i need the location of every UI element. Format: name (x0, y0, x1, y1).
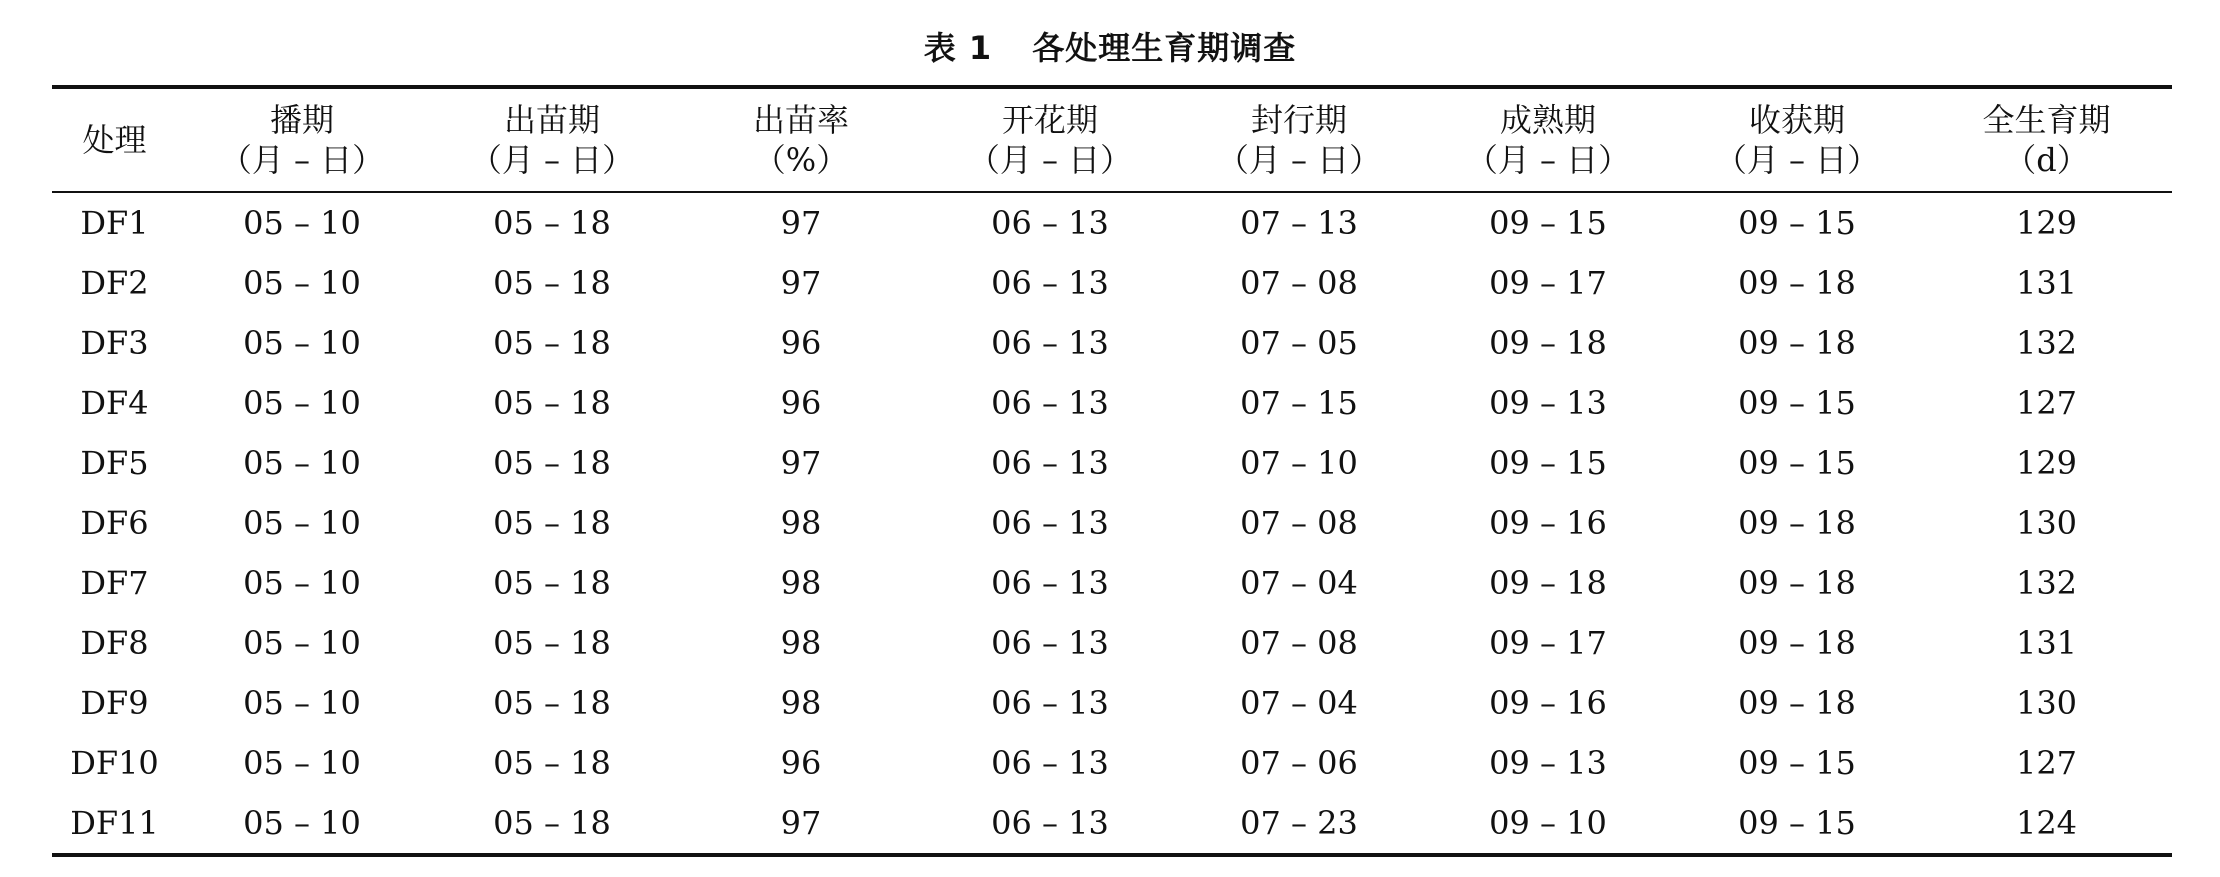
cell-emergence-rate: 96 (780, 324, 822, 362)
table-row (52, 433, 2172, 493)
cell-growth-duration: 131 (2015, 624, 2078, 662)
table-header (52, 87, 2172, 192)
cell-emergence-date: 05 – 18 (493, 264, 611, 302)
cell-growth-duration: 132 (2015, 564, 2078, 602)
header-cell-flowering-date: 开花期 （月 – 日） (967, 101, 1133, 179)
cell-treatment: DF10 (70, 744, 159, 782)
cell-canopy-closure-date: 07 – 08 (1240, 504, 1358, 542)
cell-emergence-rate: 97 (780, 444, 822, 482)
cell-maturity-date: 09 – 15 (1489, 204, 1607, 242)
cell-flowering-date: 06 – 13 (991, 564, 1109, 602)
cell-flowering-date: 06 – 13 (991, 324, 1109, 362)
cell-flowering-date: 06 – 13 (991, 264, 1109, 302)
cell-flowering-date: 06 – 13 (991, 504, 1109, 542)
cell-emergence-date: 05 – 18 (493, 444, 611, 482)
cell-flowering-date: 06 – 13 (991, 684, 1109, 722)
cell-emergence-date: 05 – 18 (493, 804, 611, 842)
cell-emergence-rate: 98 (780, 684, 822, 722)
cell-growth-duration: 130 (2015, 504, 2078, 542)
cell-growth-duration: 127 (2015, 744, 2078, 782)
header-cell-canopy-closure-date: 封行期 （月 – 日） (1216, 101, 1382, 179)
cell-treatment: DF9 (80, 684, 149, 722)
cell-canopy-closure-date: 07 – 05 (1240, 324, 1358, 362)
table-row (52, 373, 2172, 433)
cell-emergence-rate: 98 (780, 624, 822, 662)
cell-emergence-date: 05 – 18 (493, 504, 611, 542)
cell-harvest-date: 09 – 18 (1738, 684, 1856, 722)
cell-treatment: DF1 (80, 204, 149, 242)
table-body (52, 192, 2172, 855)
cell-sowing-date: 05 – 10 (243, 504, 361, 542)
cell-maturity-date: 09 – 15 (1489, 444, 1607, 482)
cell-emergence-date: 05 – 18 (493, 744, 611, 782)
cell-sowing-date: 05 – 10 (243, 324, 361, 362)
cell-maturity-date: 09 – 17 (1489, 624, 1607, 662)
cell-maturity-date: 09 – 13 (1489, 384, 1607, 422)
cell-growth-duration: 129 (2015, 444, 2078, 482)
table-row (52, 673, 2172, 733)
header-row (52, 87, 2172, 192)
table-row (52, 793, 2172, 855)
cell-treatment: DF3 (80, 324, 149, 362)
cell-flowering-date: 06 – 13 (991, 744, 1109, 782)
header-cell-treatment: 处理 (82, 121, 147, 159)
cell-maturity-date: 09 – 16 (1489, 504, 1607, 542)
cell-sowing-date: 05 – 10 (243, 684, 361, 722)
cell-growth-duration: 127 (2015, 384, 2078, 422)
cell-emergence-date: 05 – 18 (493, 564, 611, 602)
cell-harvest-date: 09 – 18 (1738, 624, 1856, 662)
cell-sowing-date: 05 – 10 (243, 804, 361, 842)
cell-canopy-closure-date: 07 – 04 (1240, 684, 1358, 722)
cell-treatment: DF7 (80, 564, 149, 602)
cell-treatment: DF4 (80, 384, 149, 422)
cell-canopy-closure-date: 07 – 06 (1240, 744, 1358, 782)
cell-harvest-date: 09 – 15 (1738, 204, 1856, 242)
table-row (52, 733, 2172, 793)
cell-growth-duration: 124 (2015, 804, 2078, 842)
cell-emergence-date: 05 – 18 (493, 324, 611, 362)
cell-growth-duration: 131 (2015, 264, 2078, 302)
cell-emergence-date: 05 – 18 (493, 204, 611, 242)
cell-maturity-date: 09 – 10 (1489, 804, 1607, 842)
cell-flowering-date: 06 – 13 (991, 624, 1109, 662)
cell-emergence-date: 05 – 18 (493, 384, 611, 422)
cell-sowing-date: 05 – 10 (243, 444, 361, 482)
header-cell-sowing-date: 播期 （月 – 日） (219, 101, 385, 179)
cell-maturity-date: 09 – 18 (1489, 324, 1607, 362)
cell-emergence-rate: 97 (780, 204, 822, 242)
table-row (52, 313, 2172, 373)
cell-sowing-date: 05 – 10 (243, 384, 361, 422)
table-row (52, 613, 2172, 673)
table-row (52, 253, 2172, 313)
cell-canopy-closure-date: 07 – 23 (1240, 804, 1358, 842)
cell-harvest-date: 09 – 18 (1738, 564, 1856, 602)
header-cell-emergence-rate: 出苗率 （%） (752, 101, 849, 179)
cell-harvest-date: 09 – 15 (1738, 744, 1856, 782)
cell-emergence-rate: 97 (780, 804, 822, 842)
table-row (52, 553, 2172, 613)
table-row (52, 493, 2172, 553)
cell-sowing-date: 05 – 10 (243, 564, 361, 602)
cell-harvest-date: 09 – 18 (1738, 264, 1856, 302)
cell-maturity-date: 09 – 13 (1489, 744, 1607, 782)
cell-maturity-date: 09 – 18 (1489, 564, 1607, 602)
growth-period-table (52, 85, 2172, 857)
cell-sowing-date: 05 – 10 (243, 264, 361, 302)
cell-sowing-date: 05 – 10 (243, 204, 361, 242)
table-row (52, 192, 2172, 253)
cell-treatment: DF8 (80, 624, 149, 662)
table-number: 表 1 (923, 29, 993, 67)
cell-canopy-closure-date: 07 – 10 (1240, 444, 1358, 482)
table-title: 各处理生育期调查 (1032, 29, 1297, 67)
cell-growth-duration: 132 (2015, 324, 2078, 362)
header-cell-growth-duration: 全生育期 （d） (1982, 101, 2111, 179)
cell-canopy-closure-date: 07 – 15 (1240, 384, 1358, 422)
header-cell-harvest-date: 收获期 （月 – 日） (1714, 101, 1880, 179)
cell-harvest-date: 09 – 15 (1738, 384, 1856, 422)
cell-flowering-date: 06 – 13 (991, 444, 1109, 482)
cell-harvest-date: 09 – 18 (1738, 324, 1856, 362)
cell-treatment: DF2 (80, 264, 149, 302)
cell-harvest-date: 09 – 18 (1738, 504, 1856, 542)
cell-canopy-closure-date: 07 – 08 (1240, 624, 1358, 662)
cell-emergence-rate: 96 (780, 384, 822, 422)
cell-growth-duration: 129 (2015, 204, 2078, 242)
cell-harvest-date: 09 – 15 (1738, 804, 1856, 842)
cell-treatment: DF6 (80, 504, 149, 542)
table-caption (0, 26, 2220, 70)
cell-treatment: DF11 (70, 804, 159, 842)
cell-growth-duration: 130 (2015, 684, 2078, 722)
cell-emergence-rate: 98 (780, 504, 822, 542)
cell-flowering-date: 06 – 13 (991, 204, 1109, 242)
cell-harvest-date: 09 – 15 (1738, 444, 1856, 482)
cell-sowing-date: 05 – 10 (243, 744, 361, 782)
cell-canopy-closure-date: 07 – 04 (1240, 564, 1358, 602)
header-cell-maturity-date: 成熟期 （月 – 日） (1465, 101, 1631, 179)
cell-canopy-closure-date: 07 – 13 (1240, 204, 1358, 242)
cell-emergence-date: 05 – 18 (493, 624, 611, 662)
cell-maturity-date: 09 – 16 (1489, 684, 1607, 722)
header-cell-emergence-date: 出苗期 （月 – 日） (469, 101, 635, 179)
cell-emergence-rate: 98 (780, 564, 822, 602)
cell-flowering-date: 06 – 13 (991, 384, 1109, 422)
cell-treatment: DF5 (80, 444, 149, 482)
cell-flowering-date: 06 – 13 (991, 804, 1109, 842)
cell-maturity-date: 09 – 17 (1489, 264, 1607, 302)
cell-emergence-date: 05 – 18 (493, 684, 611, 722)
cell-sowing-date: 05 – 10 (243, 624, 361, 662)
cell-emergence-rate: 97 (780, 264, 822, 302)
cell-emergence-rate: 96 (780, 744, 822, 782)
cell-canopy-closure-date: 07 – 08 (1240, 264, 1358, 302)
